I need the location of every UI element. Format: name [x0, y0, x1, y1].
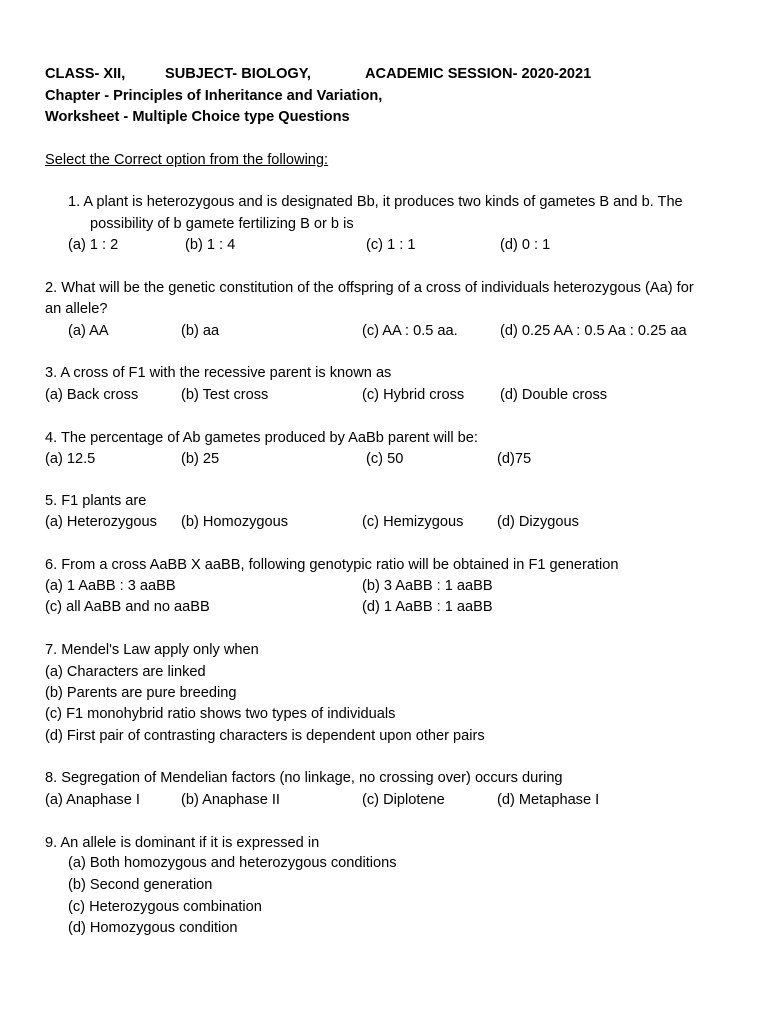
session-label: ACADEMIC SESSION- 2020-2021 — [365, 66, 592, 82]
question-stem: 4. The percentage of Ab gametes produced by AaBb parent will be: — [45, 430, 478, 446]
option-b: (b) aa — [181, 323, 220, 339]
option-c: (c) F1 monohybrid ratio shows two types of individuals — [45, 706, 396, 722]
question-stem: 3. A cross of F1 with the recessive parent is known as — [45, 365, 392, 381]
option-d: (d) 0.25 AA : 0.5 Aa : 0.25 aa — [500, 323, 687, 339]
option-b: (b) 3 AaBB : 1 aaBB — [362, 578, 493, 594]
option-d: (d)75 — [497, 451, 532, 467]
option-c: (c) 1 : 1 — [366, 237, 416, 253]
option-b: (b) 1 : 4 — [185, 237, 236, 253]
option-b: (b) Test cross — [181, 387, 269, 403]
option-a: (a) Anaphase I — [45, 792, 140, 808]
question-stem: 8. Segregation of Mendelian factors (no linkage, no crossing over) occurs during — [45, 770, 563, 786]
option-a: (a) Characters are linked — [45, 664, 206, 680]
option-c: (c) Hybrid cross — [362, 387, 465, 403]
option-b: (b) Second generation — [68, 877, 213, 893]
question-stem: 1. A plant is heterozygous and is designated Bb, it produces two kinds of gametes B and b. The — [68, 194, 683, 210]
question-stem-continued: possibility of b gamete fertilizing B or b is — [90, 216, 354, 232]
question-stem-continued: an allele? — [45, 301, 108, 317]
option-b: (b) Parents are pure breeding — [45, 685, 237, 701]
option-a: (a) 12.5 — [45, 451, 96, 467]
option-c: (c) Heterozygous combination — [68, 899, 262, 915]
option-a: (a) Back cross — [45, 387, 139, 403]
question-stem: 2. What will be the genetic constitution of the offspring of a cross of individuals heterozygous (Aa) for — [45, 280, 694, 296]
question-stem: 9. An allele is dominant if it is expressed in — [45, 835, 320, 851]
option-a: (a) 1 AaBB : 3 aaBB — [45, 578, 176, 594]
option-c: (c) Diplotene — [362, 792, 445, 808]
option-d: (d) Homozygous condition — [68, 920, 238, 936]
option-d: (d) 1 AaBB : 1 aaBB — [362, 599, 493, 615]
instruction: Select the Correct option from the following: — [45, 152, 329, 168]
option-d: (d) Double cross — [500, 387, 608, 403]
option-a: (a) AA — [68, 323, 109, 339]
option-a: (a) 1 : 2 — [68, 237, 119, 253]
option-a: (a) Both homozygous and heterozygous conditions — [68, 855, 397, 871]
option-b: (b) Anaphase II — [181, 792, 280, 808]
option-c: (c) 50 — [366, 451, 404, 467]
chapter-title: Chapter - Principles of Inheritance and Variation, — [45, 88, 383, 104]
option-d: (d) 0 : 1 — [500, 237, 551, 253]
option-c: (c) AA : 0.5 aa. — [362, 323, 458, 339]
worksheet-title: Worksheet - Multiple Choice type Questions — [45, 109, 350, 125]
option-d: (d) Metaphase I — [497, 792, 600, 808]
option-b: (b) Homozygous — [181, 514, 289, 530]
subject-label: SUBJECT- BIOLOGY, — [165, 66, 311, 82]
option-c: (c) all AaBB and no aaBB — [45, 599, 210, 615]
option-a: (a) Heterozygous — [45, 514, 157, 530]
question-stem: 5. F1 plants are — [45, 493, 147, 509]
option-c: (c) Hemizygous — [362, 514, 464, 530]
question-stem: 7. Mendel's Law apply only when — [45, 642, 259, 658]
option-b: (b) 25 — [181, 451, 220, 467]
class-label: CLASS- XII, — [45, 66, 126, 82]
option-d: (d) Dizygous — [497, 514, 579, 530]
option-d: (d) First pair of contrasting characters is dependent upon other pairs — [45, 728, 485, 744]
question-stem: 6. From a cross AaBB X aaBB, following genotypic ratio will be obtained in F1 generation — [45, 557, 619, 573]
